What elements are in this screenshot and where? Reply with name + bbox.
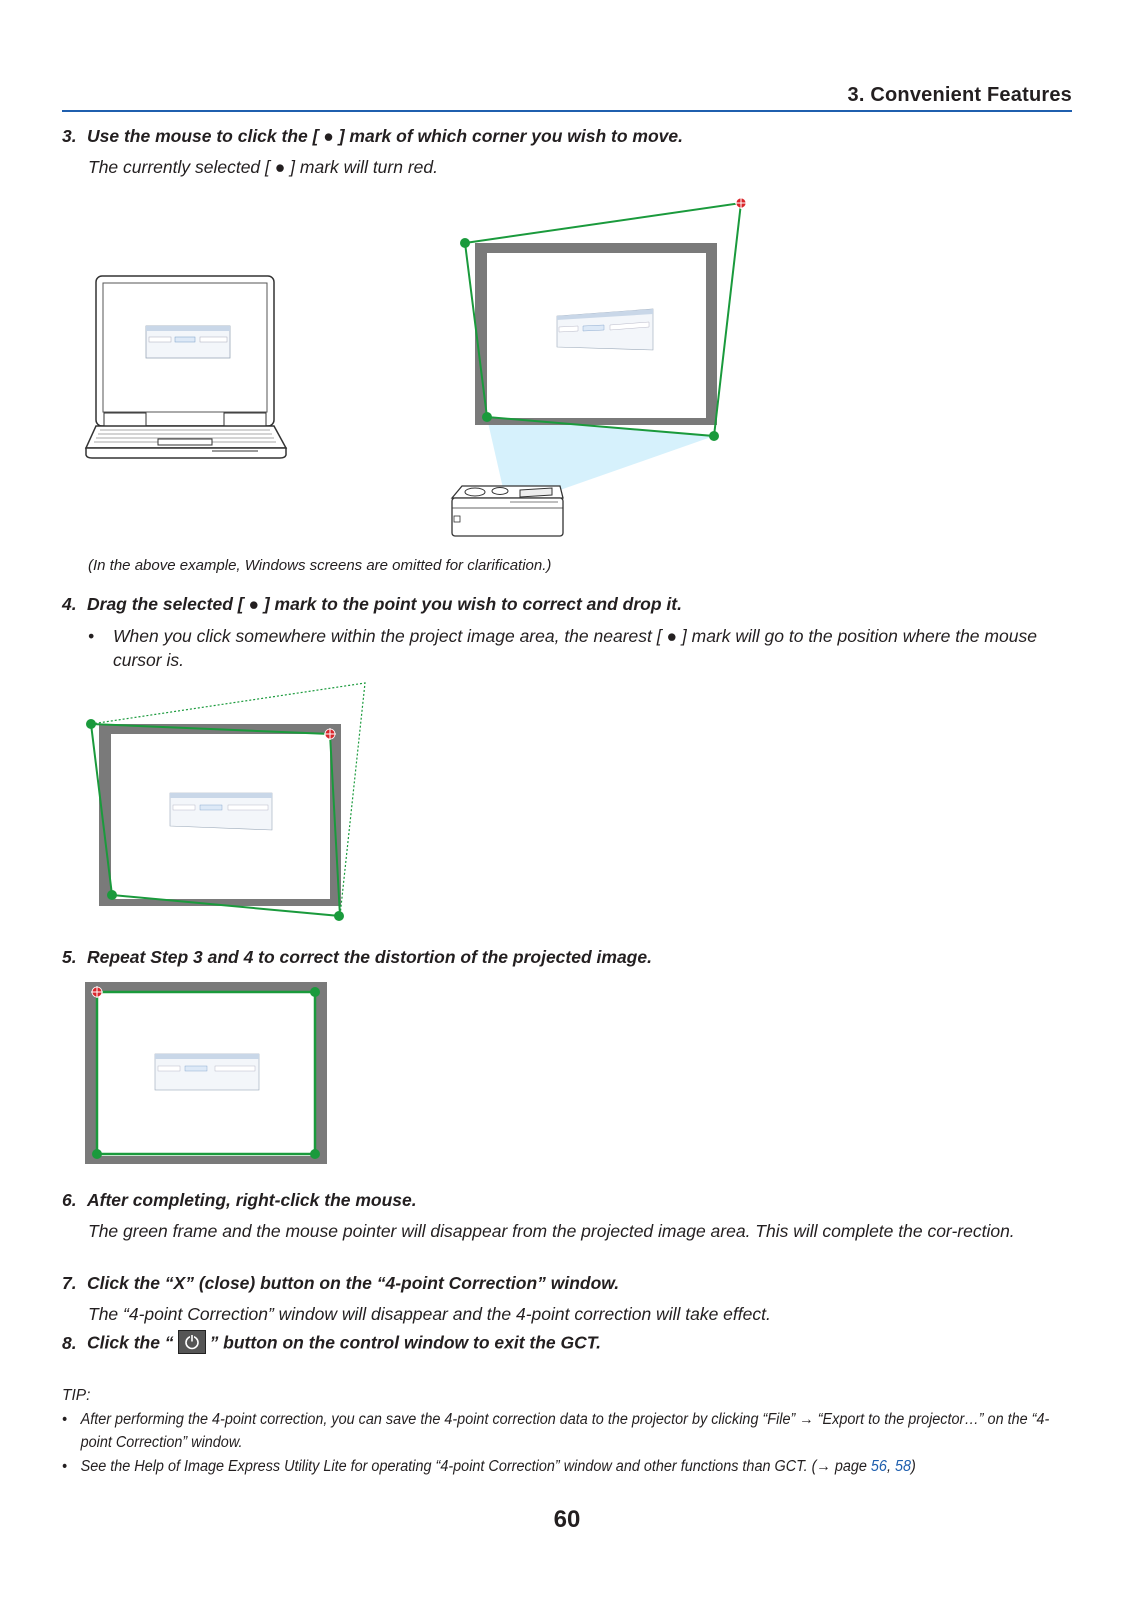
section-title: 3. Convenient Features <box>847 84 1072 106</box>
tip-text-post: ) <box>911 1458 916 1475</box>
tip-item-1 <box>62 1408 1072 1454</box>
bullet-dot: • <box>62 1411 68 1428</box>
step-text: After completing, right-click the mouse. <box>87 1190 417 1210</box>
step-text: Use the mouse to click the [ ● ] mark of which corner you wish to move. <box>87 126 683 146</box>
step-6-title <box>62 1190 417 1211</box>
tip-text-sep: , <box>886 1458 895 1475</box>
bullet-text: When you click somewhere within the project image area, the nearest [ ● ] mark will go to the position where the mouse cursor is. <box>113 626 1037 670</box>
step-text-post: ” button on the control window to exit the GCT. <box>209 1332 601 1353</box>
step-7-title <box>62 1273 619 1294</box>
step-text-pre: Click the “ <box>87 1332 174 1353</box>
step-text: Repeat Step 3 and 4 to correct the distortion of the projected image. <box>87 947 652 967</box>
figure-caption: (In the above example, Windows screens are omitted for clarification.) <box>88 557 552 574</box>
tip-text <box>81 1455 1072 1478</box>
tip-text: After performing the 4-point correction, you can save the 4-point correction data to the projector by clicking “File” → “Export to the projector…” on the “4-point Correction” window. <box>80 1411 1050 1451</box>
tip-text-pre: See the Help of Image Express Utility Lite for operating “4-point Correction” window and other functions than GCT. (→ page <box>80 1458 871 1475</box>
tip-label: TIP: <box>62 1387 91 1404</box>
page-link-56[interactable]: 56 <box>870 1458 887 1475</box>
page-link-58[interactable]: 58 <box>894 1458 912 1475</box>
tip-item-2 <box>62 1455 1072 1478</box>
page-number: 60 <box>553 1506 581 1533</box>
step-number: 4. <box>62 594 77 614</box>
step-number: 8. <box>62 1332 77 1353</box>
step-3-description: The currently selected [ ● ] mark will turn red. <box>88 157 438 177</box>
step-number: 3. <box>62 126 77 146</box>
step-number: 7. <box>62 1273 77 1293</box>
bullet-dot: • <box>62 1458 68 1475</box>
step-number: 6. <box>62 1190 77 1210</box>
bullet-dot: • <box>88 626 95 646</box>
step-6-description: The green frame and the mouse pointer will disappear from the projected image area. This will complete the cor-rection. <box>88 1221 1015 1241</box>
power-icon <box>178 1330 206 1354</box>
step-number: 5. <box>62 947 77 967</box>
step-7-description: The “4-point Correction” window will disappear and the 4-point correction will take effect. <box>88 1304 771 1324</box>
step-text: Click the “X” (close) button on the “4-point Correction” window. <box>87 1273 620 1293</box>
step-text: Drag the selected [ ● ] mark to the point you wish to correct and drop it. <box>87 594 682 614</box>
step-8-title <box>62 1332 601 1356</box>
